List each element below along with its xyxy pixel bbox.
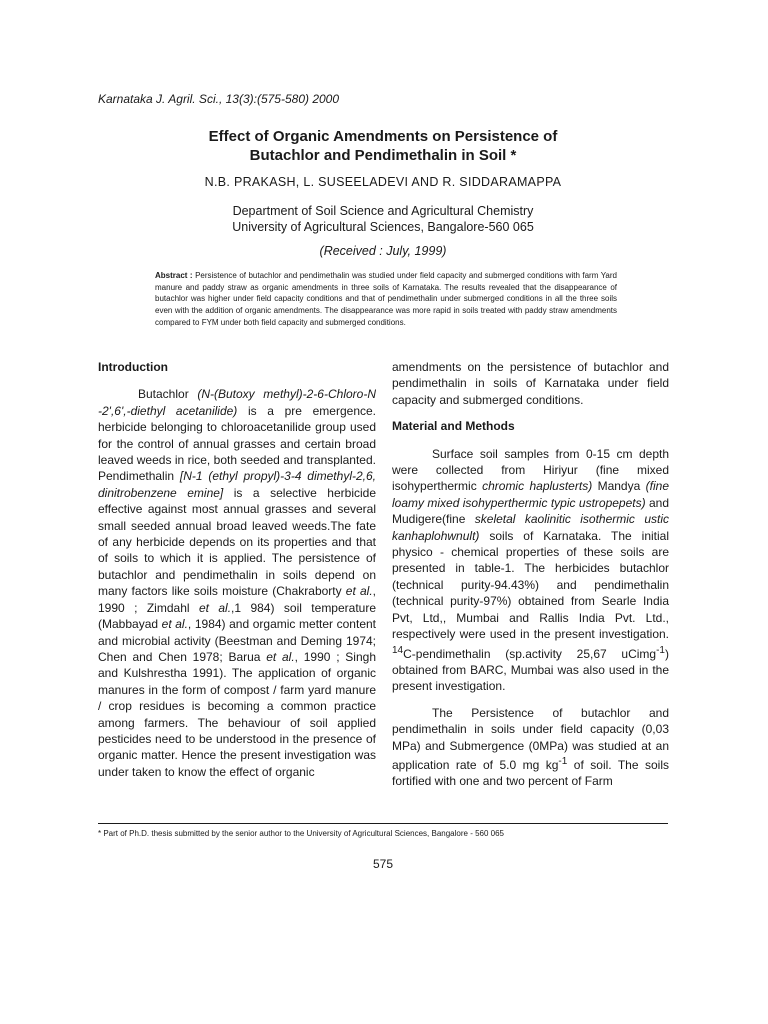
intro-text-7: , 1990 ; Singh and Kulshrestha 1991). The application of organic manures in the form of compost / farm yard manure / crop residues is becoming a common practice among farmers. The behaviour of soil applied pesticides need to be understood in the presence of organic matter. Hence the present investigation was under taken to know the effect of organic [98, 649, 376, 779]
abstract [155, 270, 617, 329]
page-number: 575 [372, 857, 394, 871]
methods-text-1: Surface soil samples from 0-15 cm depth were collected from Hiriyur (fine mixed isohyperthermic [392, 446, 669, 494]
et-al-2: et al. [198, 600, 232, 615]
butachlor-chemical-name: (N-(Butoxy methyl)-2-6-Chloro-N -2',6',-diethyl acetanilide) [98, 387, 376, 418]
affiliation-line-1: Department of Soil Science and Agricultural Chemistry [232, 204, 534, 218]
left-column [98, 359, 376, 780]
methods-text-3: and Mudigere(fine [392, 495, 669, 527]
methods-heading: Material and Methods [392, 419, 515, 434]
article-title-line-1: Effect of Organic Amendments on Persistence of [208, 128, 558, 145]
introduction-continuation: amendments on the persistence of butachlor and pendimethalin in soils of Karnataka under field capacity and submerged conditions. [392, 360, 669, 407]
affiliation-line-2: University of Agricultural Sciences, Bangalore-560 065 [232, 220, 534, 234]
et-al-1: et al. [345, 584, 373, 599]
methods-text-6: ) obtained from BARC, Mumbai was also used in the present investigation. [392, 646, 669, 694]
intro-text-5: ,1 984) soil temperature (Mabbayad [98, 600, 377, 632]
right-column [392, 359, 669, 790]
methods-text-5: C-pendimethalin (sp.activity 25,67 uCimg [403, 646, 657, 661]
abstract-label: Abstract : [155, 271, 193, 280]
pendimethalin-chemical-name: [N-1 (ethyl propyl)-3-4 dimethyl-2,6, dinitrobenzene emine] [98, 469, 376, 500]
affiliation [98, 203, 668, 235]
methods-text-8: of soil. The soils fortified with one and two percent of Farm [392, 757, 669, 789]
intro-text-6: , 1984) and orgamic metter content and microbial activity (Beestman and Deming 1974; Chen and Chen 1978; Barua [98, 617, 376, 664]
methods-text-2: Mandya [592, 479, 646, 494]
methods-text-7: The Persistence of butachlor and pendimethalin in soils under field capacity (0,03 MPa) and Submergence (0MPa) was studied at an application rate of 5.0 mg kg [392, 705, 669, 772]
abstract-text: Persistence of butachlor and pendimethalin was studied under field capacity and submerged conditions with farm Yard manure and paddy straw as organic amendments in three soils of Karnataka. The results revealed that the disappearance of butachlor was higher under field capacity conditions and that of pendimethalin under submerged conditions in all the three soils even with the addition of organic amendments. The disappearance was more rapid in soils treated with paddy straw amendments compared to FYM under both field capacity and submerged conditions. [155, 271, 617, 327]
footnote: * Part of Ph.D. thesis submitted by the senior author to the University of Agricultural Sciences, Bangalore - 560 065 [98, 829, 504, 838]
intro-text-3: is a selective herbicide effective against most annual grasses and several small seeded annual broad leaved weeds.The fate of any herbicide depends on its properties and that of soils to which it is applied. The persistence of butachlor and pendimethalin in soils depend on many factors like soils moisture (Chakraborty [98, 485, 376, 599]
et-al-3: et al. [161, 617, 188, 632]
article-title [98, 127, 668, 165]
methods-text-4: soils of Karnataka. The initial physico - chemical properties of these soils are presented in table-1. The herbicides butachlor (technical purity-94.43%) and pendimethalin (technical purity-97%) obtained from Searle India Pvt, Ltd,, Mumbai and Rallis India Pvt. Ltd., respectively were used in the present investigation. [392, 528, 669, 642]
unit-superscript-1: -1 [656, 644, 665, 656]
received-date: (Received : July, 1999) [319, 244, 447, 258]
introduction-paragraph [98, 386, 376, 780]
introduction-heading: Introduction [98, 360, 168, 374]
methods-paragraph-2 [392, 705, 669, 790]
article-title-line-2: Butachlor and Pendimethalin in Soil * [249, 147, 517, 164]
et-al-4: et al. [266, 649, 295, 664]
soil-class-mudigere: skeletal kaolinitic isothermic ustic kanhaplohwnult) [392, 512, 669, 543]
soil-class-hiriyur: chromic haplusterts) [482, 479, 593, 494]
methods-paragraph-1 [392, 446, 669, 695]
author-list: N.B. PRAKASH, L. SUSEELADEVI AND R. SIDDARAMAPPA [204, 175, 562, 189]
intro-text-1: Butachlor [138, 387, 198, 402]
intro-text-2: is a pre emergence. herbicide belonging to chloroacetanilide group used for the control of annual grasses and certain broad leaved weeds in rice, both seeded and transplanted. Pendimethalin [98, 403, 377, 484]
soil-class-mandya: (fine loamy mixed isohyperthermic typic ustropepets) [392, 479, 669, 510]
footnote-divider [98, 823, 668, 824]
isotope-superscript: 14 [392, 644, 404, 656]
journal-citation: Karnataka J. Agril. Sci., 13(3):(575-580) 2000 [98, 92, 340, 106]
intro-text-4: , 1990 ; Zimdahl [98, 584, 376, 615]
unit-superscript-2: -1 [558, 755, 568, 767]
